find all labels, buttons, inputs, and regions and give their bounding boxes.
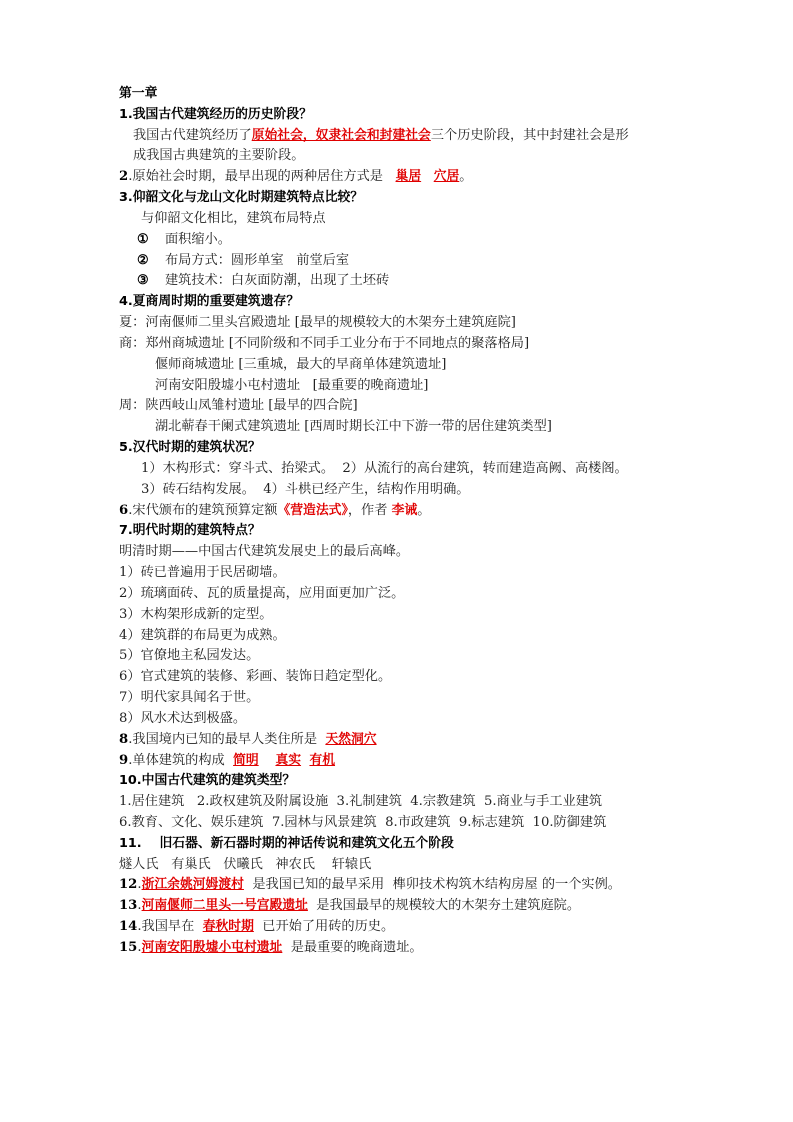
heading-text: 11. 旧石器、新石器时期的神话传说和建筑文化五个阶段 [119,835,454,851]
text-line [119,730,719,751]
section-heading [119,292,719,313]
answer-highlight: 天然洞穴 [325,731,377,747]
item-number: 2 [119,169,129,185]
answer-highlight: 李诫 [391,502,418,518]
text-line [119,751,719,772]
text-line [119,459,719,480]
text-line [119,167,719,188]
text-line [119,667,719,688]
answer-highlight: 《营造法式》 [277,502,348,518]
body-text: 夏：河南偃师二里头宫殿遗址 [最早的规模较大的木架夯土建筑庭院] [119,315,516,331]
item-number: 15 [119,939,138,955]
body-text: . [137,939,142,955]
text-line [119,376,719,397]
heading-text: 10.中国古代建筑的建筑类型？ [119,773,296,789]
body-text: 4）建筑群的布局更为成熟。 [119,627,286,643]
item-number: 13 [119,898,138,914]
item-number: 12 [119,877,138,893]
answer-highlight: 真实 [275,752,302,768]
section-heading [119,834,719,855]
body-text: 3）砖石结构发展。 4）斗栱已经产生，结构作用明确。 [141,481,470,497]
body-text [259,753,276,768]
item-number: 14 [119,919,138,935]
body-text: ，作者 [347,502,392,518]
body-text: 与仰韶文化相比，建筑布局特点 [141,210,326,226]
text-line [119,230,719,251]
text-line [119,501,719,522]
body-text: 河南安阳殷墟小屯村遗址 [最重要的晚商遗址] [155,377,429,393]
text-line [119,688,719,709]
body-text: 1）木构形式：穿斗式、抬梁式。 2）从流行的高台建筑，转而建造高阙、高楼阁。 [141,460,628,476]
body-text: 建筑技术：白灰面防潮，出现了土坯砖 [165,273,390,289]
text-line [119,209,719,230]
document-page [119,84,719,959]
section-heading [119,521,719,542]
body-text: 偃师商城遗址 [三重城，最大的早商单体建筑遗址] [155,356,447,372]
text-line [119,896,719,917]
body-text: 我国古代建筑经历了 [133,127,252,143]
item-number: 8 [119,731,129,747]
answer-highlight: 河南偃师二里头一号宫殿遗址 [141,898,308,914]
text-line [119,792,719,813]
body-text: .宋代颁布的建筑预算定额 [128,502,278,518]
circled-number: ③ [137,273,149,289]
body-text: 布局方式：圆形单室 前堂后室 [165,252,350,268]
text-line [119,626,719,647]
section-heading [119,105,719,126]
body-text: 是最重要的晚商遗址。 [282,939,423,955]
answer-highlight: 简明 [233,752,259,768]
heading-text: 7.明代时期的建筑特点？ [119,523,261,539]
body-text: 1.居住建筑 2.政权建筑及附属设施 3.礼制建筑 4.宗教建筑 5.商业与手工业建筑 [119,794,603,810]
text-line [119,313,719,334]
text-line [119,709,719,730]
body-text: 明清时期——中国古代建筑发展史上的最后高峰。 [119,544,410,560]
text-line [119,126,719,147]
body-text: 面积缩小。 [165,231,231,247]
item-number: 9 [119,752,129,768]
body-text: 是我国已知的最早采用 榫卯技术构筑木结构房屋 的一个实例。 [243,877,621,893]
body-text: 1）砖已普遍用于民居砌墙。 [119,565,286,581]
body-text: 成我国古典建筑的主要阶段。 [133,148,305,164]
heading-text: 5.汉代时期的建筑状况？ [119,440,261,456]
text-line [119,855,719,876]
heading-text: 4.夏商周时期的重要建筑遗存？ [119,294,300,310]
answer-highlight: 河南安阳殷墟小屯村遗址 [141,939,283,955]
answer-highlight: 春秋时期 [202,919,254,935]
section-heading [119,771,719,792]
heading-text: 1.我国古代建筑经历的历史阶段？ [119,106,312,122]
body-text: 6.教育、文化、娱乐建筑 7.园林与风景建筑 8.市政建筑 9.标志建筑 10.防御建筑 [119,814,607,830]
body-text: .单体建筑的构成 [128,752,234,768]
section-heading [119,84,719,105]
text-line [119,271,719,292]
item-number: 6 [119,502,129,518]
body-text: 6）官式建筑的装修、彩画、装饰日趋定型化。 [119,669,392,685]
text-line [119,146,719,167]
heading-text: 3.仰韶文化与龙山文化时期建筑特点比较？ [119,190,364,206]
text-line [119,542,719,563]
text-line [119,584,719,605]
body-text: 湖北蕲春干阑式建筑遗址 [西周时期长江中下游一带的居住建筑类型] [155,419,552,435]
body-text: 8）风水术达到极盛。 [119,710,247,726]
body-text: 三个历史阶段，其中封建社会是形 [430,127,629,143]
heading-text: 第一章 [119,86,158,101]
circled-number: ② [137,252,149,268]
body-text: . [137,898,142,914]
text-line [119,605,719,626]
answer-highlight: 巢居 [395,169,422,185]
section-heading [119,188,719,209]
answer-highlight: 浙江余姚河姆渡村 [141,877,244,893]
body-text: 7）明代家具闻名于世。 [119,690,260,706]
text-line [119,563,719,584]
text-line [119,355,719,376]
body-text: 燧人氏 有巢氏 伏曦氏 神农氏 轩辕氏 [119,856,372,872]
body-text: 5）官僚地主私园发达。 [119,648,260,664]
body-text: .原始社会时期，最早出现的两种居住方式是 [128,169,396,185]
body-text: 是我国最早的规模较大的木架夯土建筑庭院。 [307,898,581,914]
answer-highlight: 有机 [309,752,336,768]
circled-number: ① [137,231,149,247]
text-line [119,334,719,355]
text-line [119,480,719,501]
text-line [119,813,719,834]
body-text: .我国早在 [137,919,203,935]
text-line [119,251,719,272]
section-heading [119,438,719,459]
text-line [119,875,719,896]
body-text: 周：陕西岐山凤雏村遗址 [最早的四合院] [119,398,358,414]
body-text: 2）琉璃面砖、瓦的质量提高，应用面更加广泛。 [119,585,405,601]
text-line [119,938,719,959]
body-text: .我国境内已知的最早人类住所是 [128,731,326,747]
body-text: 商：郑州商城遗址 [不同阶级和不同手工业分布于不同地点的聚落格局] [119,335,530,351]
text-line [119,396,719,417]
text-line [119,417,719,438]
body-text [421,169,434,184]
text-line [119,917,719,938]
text-line [119,646,719,667]
body-text: 。 [417,502,431,518]
body-text: . [137,877,142,893]
answer-highlight: 穴居 [433,169,460,185]
body-text: 3）木构架形成新的定型。 [119,606,273,622]
body-text: 已开始了用砖的历史。 [253,919,395,935]
body-text: 。 [459,169,473,185]
answer-highlight: 原始社会，奴隶社会和封建社会 [251,127,431,143]
